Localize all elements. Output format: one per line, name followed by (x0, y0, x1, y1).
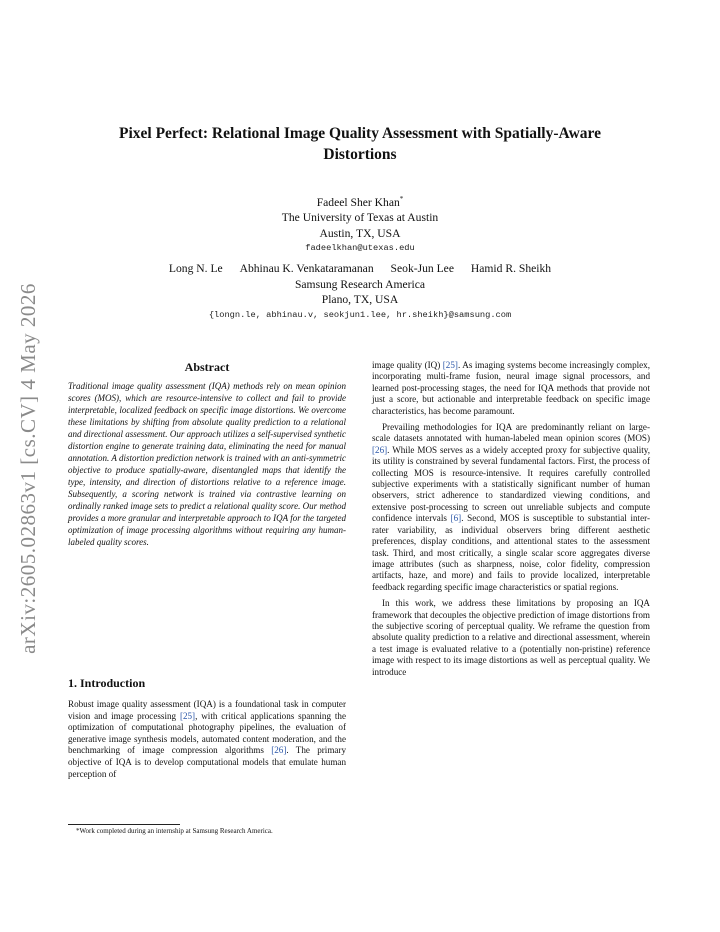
author-group-2-names (60, 261, 660, 277)
author-1-name: Fadeel Sher Khan* (316, 195, 404, 209)
author-name: Long N. Le (168, 262, 223, 276)
footnote-rule (68, 824, 180, 825)
citation-link[interactable]: [26] (372, 444, 388, 455)
citation-link[interactable]: [25] (442, 360, 458, 370)
author-group-2-email: {longn.le, abhinau.v, seokjun1.lee, hr.sheikh}@samsung.com (208, 309, 512, 320)
citation-link[interactable]: [25] (179, 710, 196, 721)
paper-title (80, 123, 640, 165)
abstract-text: Traditional image quality assessment (IQA) methods rely on mean opinion scores (MOS), which are resource-intensive to collect and fail to provide interpretable, localized feedback on specific image distortions. We overcome these limitations by shifting from absolute quality prediction to a relational and directional assessment. Our approach utilizes a self-supervised synthetic distortion engine to generate training data, eliminating the need for manual annotation. A distortion prediction network is trained with an anti-symmetric objective to produce spatially-aware, disentangled maps that identify the type, intensity, and direction of distortions relative to a reference image. Subsequently, a scoring network is trained via contrastive learning on ordinally ranked image sets to predict a relational quality score. Our method provides a more granular and interpretable approach to IQA for the targeted optimization of image processing algorithms without requiring any human-labeled quality scores. (68, 381, 346, 547)
right-column (372, 360, 650, 683)
author-1-location: Austin, TX, USA (319, 226, 401, 240)
footnote-mark: * (399, 195, 404, 203)
footnote-text: *Work completed during an internship at Samsung Research America. (76, 827, 273, 835)
citation-link[interactable]: [26] (271, 745, 287, 756)
author-1-affiliation: The University of Texas at Austin (281, 211, 439, 225)
paragraph-continuation: image quality (IQ) [25]. As imaging systems become increasingly complex, incorporating multi-frame fusion, neural image signal processors, and learned post-processing stages, the need for IQA methods that provide not just a score, but actionable and interpretable feedback on specific image characteristics, has become paramount. (372, 360, 650, 416)
introduction-heading: 1. Introduction (68, 676, 146, 690)
paragraph-this-work: In this work, we address these limitations by proposing an IQA framework that decouples the objective prediction of image distortions from the subjective scoring of perceptual quality. We reframe the question from absolute quality prediction to a relative and directional assessment, wherein a test image is evaluated relative to a (potentially non-pristine) reference image with respect to its image distortions as well as perceptual quality. We introduce (372, 598, 650, 677)
author-1-email: fadeelkhan@utexas.edu (305, 243, 415, 254)
title-line-1: Pixel Perfect: Relational Image Quality Assessment with Spatially-Aware (118, 125, 601, 142)
author-name: Seok-Jun Lee (390, 262, 454, 276)
paragraph-mos-limitations: Prevailing methodologies for IQA are predominantly reliant on large-scale datasets annotated with human-labeled mean opinion scores (MOS) [26]. While MOS serves as a widely accepted proxy for subjective quality, its utility is constrained by several fundamental factors. First, the process of collecting MOS is resource-intensive. It requires carefully controlled subjective experiments with a statistically significant number of human observers, strict adherence to standardized viewing conditions, and extensive post-processing to screen out unreliable subjects and compute confidence intervals [6]. Second, MOS is susceptible to substantial inter-rater variability, as individual observers bring different aesthetic preferences, display conditions, and attentional states to the assessment task. Third, and most critically, a single scalar score aggregates diverse image attributes (such as sharpness, noise, color fidelity, compression artifacts, haze, and more) and fails to provide localized, interpretable feedback regarding specific image characteristics or spatial regions. (372, 422, 650, 592)
title-line-2: Distortions (323, 146, 397, 163)
abstract-heading: Abstract (184, 360, 230, 374)
author-name: Abhinau K. Venkataramanan (239, 262, 374, 276)
author-group-2-location: Plano, TX, USA (321, 293, 399, 307)
arxiv-id-text: arXiv:2605.02863v1 [cs.CV] 4 May 2026 (15, 282, 40, 654)
abstract-section (68, 360, 346, 548)
citation-link[interactable]: [6] (450, 513, 462, 524)
author-name: Hamid R. Sheikh (470, 262, 552, 276)
arxiv-sidebar-stamp (6, 258, 50, 678)
introduction-paragraph: Robust image quality assessment (IQA) is a foundational task in computer vision and image processing [25], with critical applications spanning the optimization of computational photography pipelines, the evaluation of generative image synthesis models, automated content moderation, and the benchmarking of image compression algorithms [26]. The primary objective of IQA is to develop computational models that emulate human perception of (68, 699, 346, 779)
author-group-2-affiliation: Samsung Research America (294, 277, 426, 291)
author-block (60, 192, 660, 322)
